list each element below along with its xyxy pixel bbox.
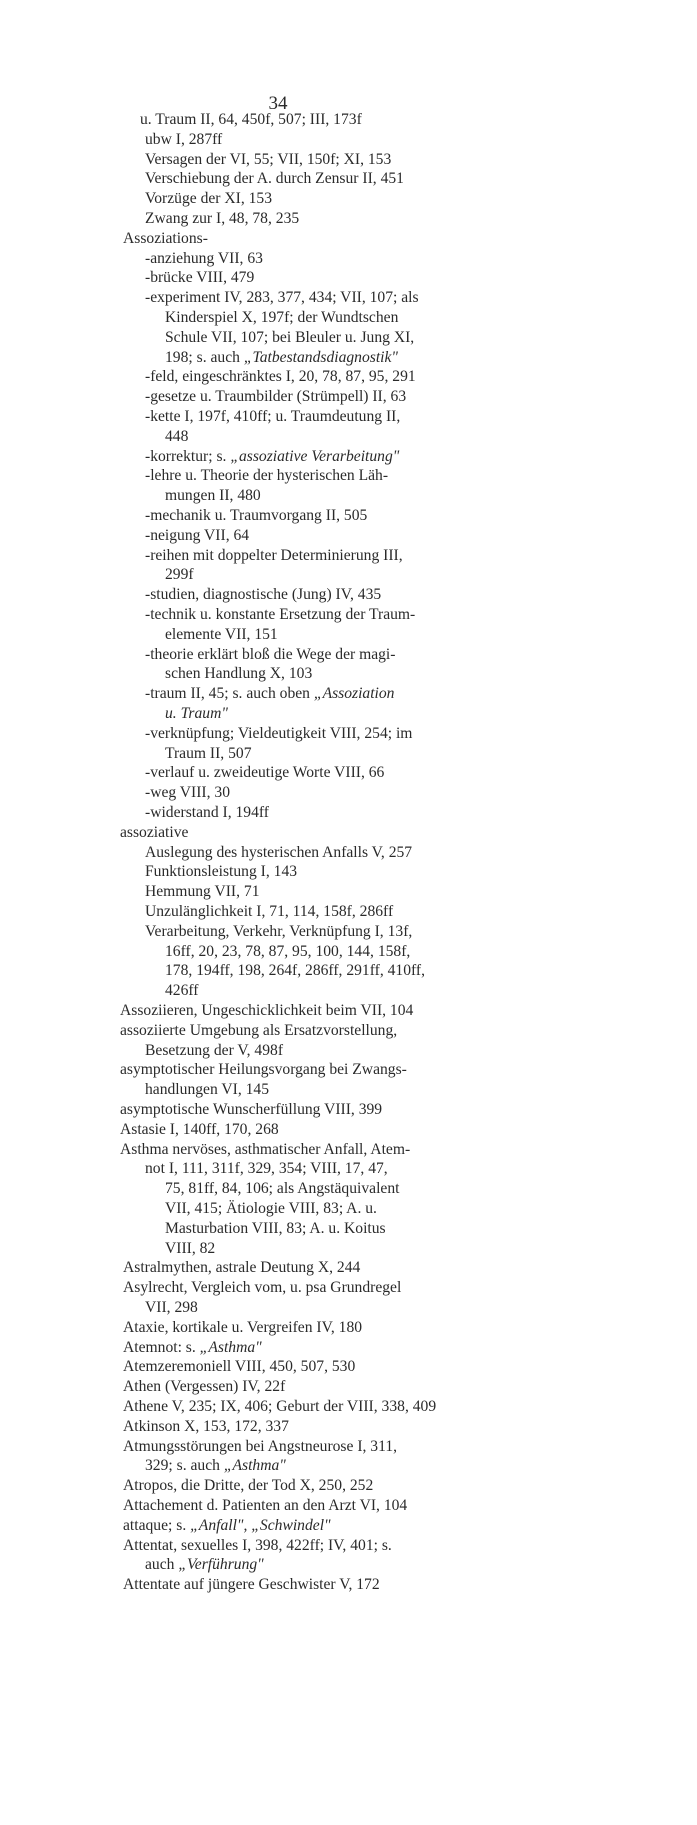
index-line [145, 724, 412, 744]
page-number: 34 [268, 93, 288, 114]
index-line [145, 783, 230, 803]
index-line [123, 1397, 436, 1417]
index-text: Hemmung VII, 71 [145, 883, 260, 901]
index-text: -mechanik u. Traumvorgang II, 505 [145, 507, 368, 524]
index-line [145, 843, 412, 863]
index-text: Ataxie, kortikale u. Vergreifen IV, 180 [123, 1318, 363, 1336]
index-text: -lehre u. Theorie der hysterischen Läh- [145, 467, 389, 485]
index-line [145, 882, 260, 902]
index-line [123, 1357, 355, 1377]
index-text: Verarbeitung, Verkehr, Verknüpfung I, 13f, [145, 922, 413, 940]
index-line [145, 585, 381, 605]
index-text: 198; s. auch [165, 348, 244, 366]
index-line [165, 1179, 399, 1199]
index-text: -korrektur; s. [145, 447, 231, 465]
index-line [165, 961, 425, 981]
index-cross-reference: „Assoziation [313, 685, 395, 703]
index-text: Athen (Vergessen) IV, 22f [123, 1378, 286, 1396]
index-text: -reihen mit doppelter Determinierung III, [145, 546, 403, 564]
index-text: assoziierte Umgebung als Ersatzvorstellung, [120, 1021, 398, 1039]
index-text: Asthma nervöses, asthmatischer Anfall, Atem- [120, 1140, 411, 1158]
index-text: Funktionsleistung I, 143 [145, 863, 298, 881]
index-text: 426ff [165, 982, 199, 1000]
index-cross-reference: u. Traum" [165, 705, 228, 722]
index-line [145, 130, 222, 150]
index-text: -kette I, 197f, 410ff; u. Traumdeutung II, [145, 408, 401, 425]
index-text: asymptotische Wunscherfüllung VIII, 399 [120, 1101, 383, 1118]
index-line [123, 1417, 289, 1437]
index-line [165, 625, 278, 645]
index-line [145, 447, 399, 467]
index-text: Atkinson X, 153, 172, 337 [123, 1417, 289, 1435]
index-text: Unzulänglichkeit I, 71, 114, 158f, 286ff [145, 903, 394, 920]
index-line [145, 189, 272, 209]
index-text: -theorie erklärt bloß die Wege der magi- [145, 645, 396, 663]
index-line [145, 1159, 388, 1179]
index-line [123, 1377, 285, 1397]
index-text: Asylrecht, Vergleich vom, u. psa Grundregel [123, 1279, 402, 1297]
index-text: 329; s. auch [145, 1457, 224, 1475]
index-line [165, 664, 312, 684]
index-text: attaque; s. [123, 1516, 191, 1534]
index-line [145, 1080, 269, 1100]
index-line [120, 1140, 410, 1160]
index-text: Atemzeremoniell VIII, 450, 507, 530 [123, 1358, 356, 1376]
index-line [165, 308, 398, 328]
index-text: ubw I, 287ff [145, 130, 223, 148]
index-text: Astasie I, 140ff, 170, 268 [120, 1120, 279, 1138]
index-line [145, 506, 367, 526]
index-line [123, 1318, 362, 1338]
index-text: auch [145, 1556, 179, 1574]
index-line [145, 367, 416, 387]
index-text: Besetzung der V, 498f [145, 1041, 284, 1059]
index-line [165, 942, 410, 962]
index-line [145, 645, 395, 665]
index-line [120, 1120, 279, 1140]
index-line [123, 1496, 407, 1516]
index-line [145, 1456, 286, 1476]
index-line [145, 249, 263, 269]
index-text: Atmungsstörungen bei Angstneurose I, 311, [123, 1437, 398, 1455]
index-line [140, 110, 362, 130]
index-line [145, 862, 297, 882]
index-line [123, 1258, 360, 1278]
index-line [145, 1041, 283, 1061]
index-line [120, 1060, 407, 1080]
index-text: -anziehung VII, 63 [145, 249, 263, 267]
index-line [145, 1298, 198, 1318]
index-text: -verlauf u. zweideutige Worte VIII, 66 [145, 764, 385, 782]
index-text: handlungen VI, 145 [145, 1081, 270, 1099]
index-line [165, 1199, 377, 1219]
index-text: -verknüpfung; Vieldeutigkeit VIII, 254; im [145, 724, 413, 742]
index-line [165, 981, 199, 1001]
index-text: Attachement d. Patienten an den Arzt VI, 104 [123, 1497, 408, 1514]
index-text: Masturbation VIII, 83; A. u. Koitus [165, 1219, 386, 1237]
index-line [123, 1536, 392, 1556]
index-line [165, 1239, 215, 1259]
index-line [145, 288, 419, 308]
index-line [165, 328, 414, 348]
index-text: -feld, eingeschränktes I, 20, 78, 87, 95, 291 [145, 368, 416, 386]
index-text: mungen II, 480 [165, 487, 261, 505]
index-text: schen Handlung X, 103 [165, 665, 313, 683]
index-text: -technik u. konstante Ersetzung der Traum- [145, 606, 416, 623]
index-line [165, 744, 252, 764]
index-text: VII, 415; Ätiologie VIII, 83; A. u. [165, 1200, 377, 1217]
index-line [145, 546, 403, 566]
index-line [165, 565, 194, 585]
index-line [123, 1437, 397, 1457]
index-line [145, 407, 400, 427]
index-cross-reference: „Asthma" [199, 1338, 262, 1356]
index-line [145, 803, 269, 823]
index-text: -studien, diagnostische (Jung) IV, 435 [145, 586, 382, 604]
index-line [165, 427, 188, 447]
index-text: Vorzüge der XI, 153 [145, 190, 273, 208]
index-line [123, 1476, 373, 1496]
index-cross-reference: „Anfall", „Schwindel" [190, 1516, 331, 1534]
index-text: not I, 111, 311f, 329, 354; VIII, 17, 47, [145, 1160, 388, 1178]
index-text: Assoziieren, Ungeschicklichkeit beim VII, 104 [120, 1002, 414, 1019]
index-text: Assoziations- [123, 229, 208, 247]
index-text: 448 [165, 427, 189, 445]
index-line [120, 1100, 382, 1120]
index-text: VIII, 82 [165, 1239, 216, 1257]
index-line [145, 387, 406, 407]
index-line [120, 1021, 397, 1041]
index-text: Schule VII, 107; bei Bleuler u. Jung XI, [165, 328, 415, 346]
index-line [123, 1338, 262, 1358]
index-line [123, 1516, 331, 1536]
index-line [120, 823, 188, 843]
index-text: VII, 298 [145, 1299, 198, 1316]
index-text: 178, 194ff, 198, 264f, 286ff, 291ff, 410ff, [165, 962, 426, 980]
index-line [145, 1555, 264, 1575]
index-text: asymptotischer Heilungsvorgang bei Zwangs- [120, 1061, 407, 1079]
index-line [123, 229, 208, 249]
index-text: assoziative [120, 823, 189, 841]
index-line [123, 1575, 380, 1595]
index-text: Atropos, die Dritte, der Tod X, 250, 252 [123, 1477, 374, 1495]
index-cross-reference: „Verführung" [178, 1556, 264, 1574]
index-line [145, 150, 391, 170]
index-line [145, 268, 254, 288]
index-text: Kinderspiel X, 197f; der Wundtschen [165, 309, 399, 326]
index-cross-reference: „Asthma" [223, 1457, 286, 1475]
index-text: 16ff, 20, 23, 78, 87, 95, 100, 144, 158f, [165, 942, 411, 960]
index-text: 75, 81ff, 84, 106; als Angstäquivalent [165, 1180, 400, 1198]
index-text: -widerstand I, 194ff [145, 804, 269, 821]
index-text: -gesetze u. Traumbilder (Strümpell) II, 63 [145, 388, 407, 406]
index-text: u. Traum II, 64, 450f, 507; III, 173f [140, 111, 362, 128]
index-cross-reference: „assoziative Verarbeitung" [230, 447, 400, 465]
index-text: Astralmythen, astrale Deutung X, 244 [123, 1259, 361, 1277]
index-text: Versagen der VI, 55; VII, 150f; XI, 153 [145, 150, 392, 168]
index-line [145, 209, 299, 229]
index-line [165, 704, 228, 724]
index-text: Athene V, 235; IX, 406; Geburt der VIII, 338, 409 [123, 1398, 437, 1415]
index-text: elemente VII, 151 [165, 625, 278, 643]
index-line [165, 348, 398, 368]
index-text: 299f [165, 566, 194, 584]
index-line [165, 486, 261, 506]
index-text: Attentat, sexuelles I, 398, 422ff; IV, 401; s. [123, 1536, 392, 1554]
index-cross-reference: „Tatbestandsdiagnostik" [243, 348, 398, 366]
index-line [145, 526, 249, 546]
index-text: -traum II, 45; s. auch oben [145, 685, 314, 703]
index-line [145, 902, 393, 922]
index-text: -neigung VII, 64 [145, 526, 250, 544]
index-text: Traum II, 507 [165, 744, 252, 762]
index-text: Zwang zur I, 48, 78, 235 [145, 210, 300, 227]
index-line [145, 169, 404, 189]
index-text: Atemnot: s. [123, 1338, 200, 1356]
index-line [145, 466, 388, 486]
index-line [145, 922, 412, 942]
index-text: -experiment IV, 283, 377, 434; VII, 107; als [145, 289, 419, 307]
index-line [165, 1219, 386, 1239]
index-text: Verschiebung der A. durch Zensur II, 451 [145, 170, 404, 188]
index-text: Attentate auf jüngere Geschwister V, 172 [123, 1576, 380, 1594]
index-line [145, 763, 384, 783]
index-line [145, 684, 394, 704]
index-text: -brücke VIII, 479 [145, 269, 255, 287]
index-line [120, 1001, 413, 1021]
index-line [145, 605, 415, 625]
index-line [123, 1278, 401, 1298]
index-text: -weg VIII, 30 [145, 784, 231, 802]
index-text: Auslegung des hysterischen Anfalls V, 257 [145, 843, 413, 861]
